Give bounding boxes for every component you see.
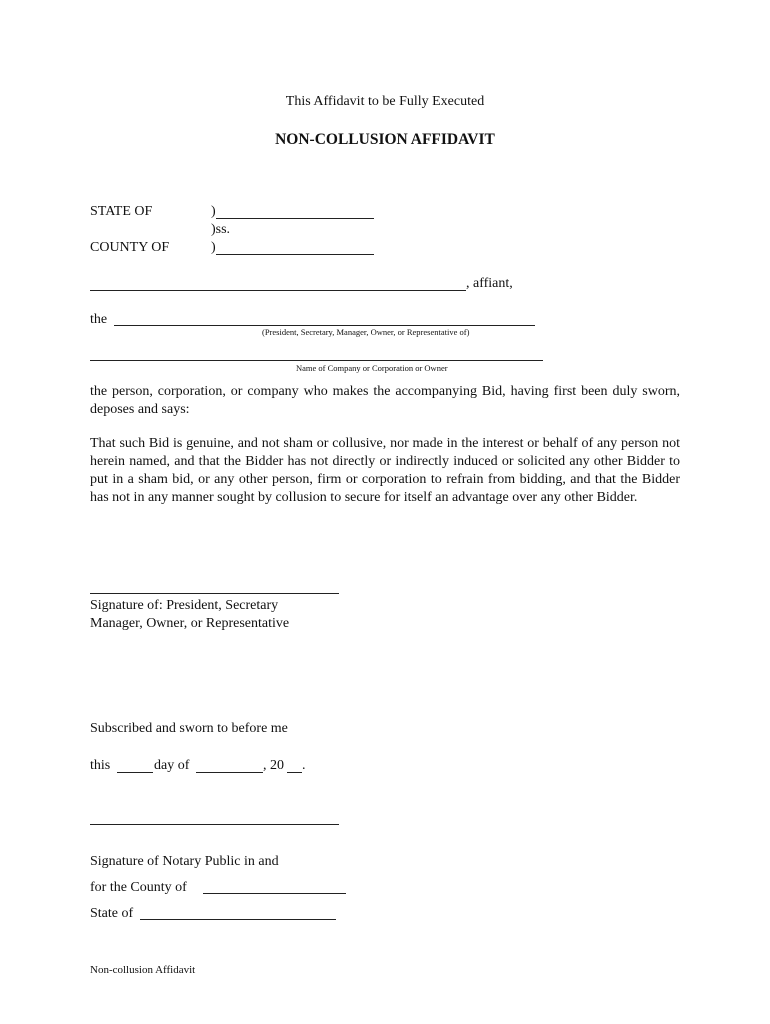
state-field[interactable] [216,218,374,219]
affiant-suffix: , affiant, [466,276,513,291]
the-label: the [90,312,108,327]
state-paren: ) [211,204,216,219]
intro-paragraph: the person, corporation, or company who makes the accompanying Bid, having first been duly sworn, deposes and says: [90,384,680,417]
affiant-signature-field[interactable] [90,593,339,594]
affidavit-instruction: This Affidavit to be Fully Executed [285,94,485,109]
day-field[interactable] [117,772,153,773]
notary-signature-field[interactable] [90,824,339,825]
date-period: . [302,758,306,773]
affiant-name-field[interactable] [90,290,466,291]
month-field[interactable] [196,772,263,773]
page-title: NON-COLLUSION AFFIDAVIT [275,131,495,148]
signature-caption-line2: Manager, Owner, or Representative [90,616,290,631]
county-paren: ) [211,240,216,255]
notary-state-label: State of [90,906,134,921]
county-field[interactable] [216,254,374,255]
year-field[interactable] [287,772,302,773]
county-label: COUNTY OF [90,240,170,255]
ss-label: )ss. [211,222,231,237]
notary-caption: Signature of Notary Public in and [90,854,279,869]
state-label: STATE OF [90,204,153,219]
day-of-label: day of [154,758,190,773]
affiant-role-field[interactable] [114,325,535,326]
footer-label: Non-collusion Affidavit [90,964,196,976]
company-name-field[interactable] [90,360,543,361]
notary-county-field[interactable] [203,893,346,894]
statement-paragraph: That such Bid is genuine, and not sham or collusive, nor made in the interest or behalf of any person not herein named, and that the Bidder has not directly or indirectly induced or solicited any other Bidder to put in a sham bid, or any other person, firm or corporation to refrain from bidding, and that the Bidder has not in any manner sought by collusion to secure for itself an advantage over any other Bidder. [90,436,680,505]
signature-caption-line1: Signature of: President, Secretary [90,598,279,613]
notary-county-label: for the County of [90,880,187,895]
year-label: , 20 [263,758,284,773]
subscribed-text: Subscribed and sworn to before me [90,721,288,736]
notary-state-field[interactable] [140,919,336,920]
company-hint: Name of Company or Corporation or Owner [296,363,448,373]
this-label: this [90,758,111,773]
role-hint: (President, Secretary, Manager, Owner, or Representative of) [262,327,470,337]
